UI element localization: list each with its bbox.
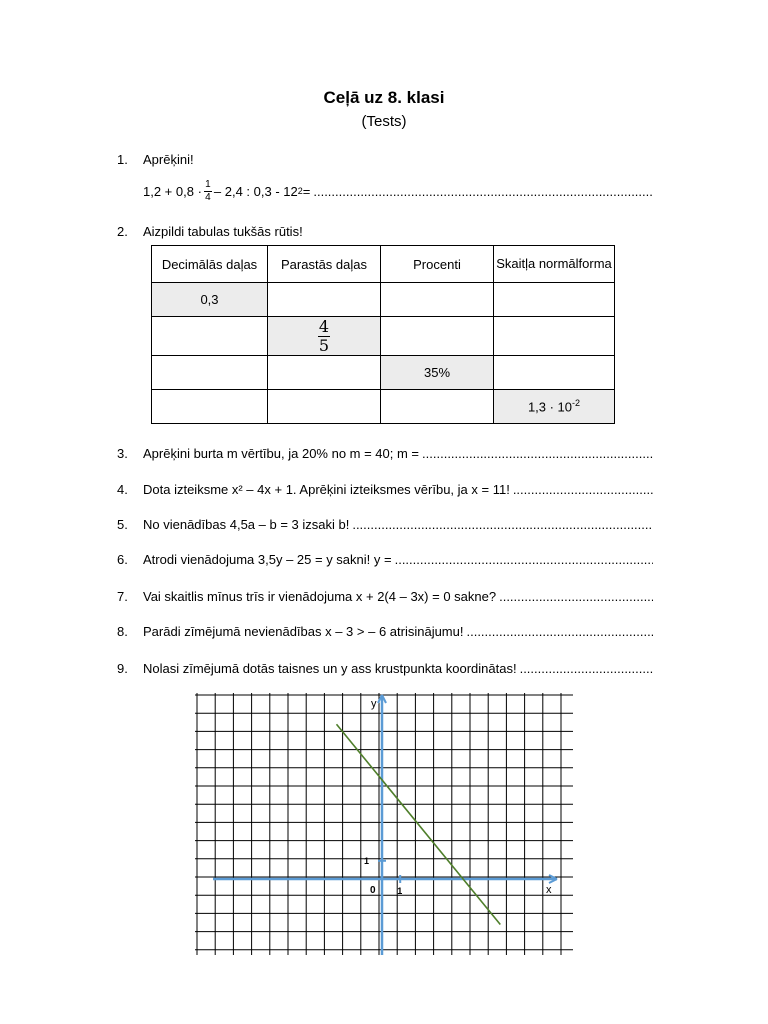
question-text: Aizpildi tabulas tukšās rūtis! [143, 224, 303, 239]
fraction-numerator: 1 [205, 178, 211, 190]
question-number: 5. [117, 517, 128, 532]
question-text: Vai skaitlis mīnus trīs ir vienādojuma x + 2(4 – 3x) = 0 sakne? [143, 589, 497, 604]
question-number: 3. [117, 446, 128, 461]
question-text: Dota izteiksme x² – 4x + 1. Aprēķini izteiksmes vērību, ja x = 11! [143, 482, 510, 497]
answer-line[interactable] [395, 552, 653, 567]
page-title: Ceļā uz 8. klasi [323, 88, 445, 107]
expression-part: 1,2 + 0,8 · [143, 183, 202, 199]
fraction-numerator: 4 [318, 316, 330, 336]
answer-line[interactable] [313, 184, 653, 199]
answer-line[interactable] [352, 517, 653, 532]
expression-part: – 2,4 : 0,3 - 12 [213, 183, 298, 199]
axes [213, 695, 557, 955]
table-header: Procenti [381, 246, 494, 283]
question-number: 1. [117, 152, 128, 167]
empty-cell[interactable] [494, 283, 615, 317]
conversion-table [151, 245, 615, 424]
normal-form-exponent: -2 [572, 398, 581, 409]
answer-line[interactable] [466, 624, 653, 639]
answer-line[interactable] [499, 589, 653, 604]
expression-exponent: 2 [297, 186, 303, 196]
question-number: 6. [117, 552, 128, 567]
question-text: Atrodi vienādojuma 3,5y – 25 = y sakni! y = [143, 552, 392, 567]
empty-cell[interactable] [152, 317, 268, 356]
normal-form-base: 1,3 · 10 [527, 399, 573, 415]
table-header: Parastās daļas [268, 246, 381, 283]
empty-cell[interactable] [381, 390, 494, 424]
empty-cell[interactable] [381, 317, 494, 356]
question-text: No vienādības 4,5a – b = 3 izsaki b! [143, 517, 350, 532]
y-axis-label: y [371, 698, 377, 710]
x-axis-label: x [546, 884, 552, 896]
answer-line[interactable] [513, 482, 653, 497]
fraction-cell [268, 317, 381, 356]
empty-cell[interactable] [268, 390, 381, 424]
page-subtitle: (Tests) [361, 113, 407, 130]
expression-part: = [302, 183, 311, 199]
empty-cell[interactable] [268, 283, 381, 317]
empty-cell[interactable] [494, 356, 615, 390]
grid-lines [195, 693, 573, 955]
percent-cell: 35% [381, 356, 494, 390]
empty-cell[interactable] [268, 356, 381, 390]
answer-line[interactable] [422, 446, 653, 461]
question-number: 9. [117, 661, 128, 676]
question-number: 8. [117, 624, 128, 639]
answer-line[interactable] [520, 661, 653, 676]
y-unit-label: 1 [364, 855, 370, 866]
fraction-denominator: 4 [205, 191, 211, 203]
origin-label: 0 [370, 885, 376, 896]
decimal-cell: 0,3 [152, 283, 268, 317]
coordinate-grid[interactable] [195, 693, 573, 955]
table-header: Skaitļa normālforma [494, 246, 615, 283]
expression-fraction [204, 179, 212, 204]
empty-cell[interactable] [381, 283, 494, 317]
question-number: 2. [117, 224, 128, 239]
question-text: Aprēķini! [143, 152, 194, 167]
question-number: 4. [117, 482, 128, 497]
table-header: Decimālās daļas [152, 246, 268, 283]
empty-cell[interactable] [152, 390, 268, 424]
question-number: 7. [117, 589, 128, 604]
fraction-denominator: 5 [318, 335, 330, 355]
question-text: Aprēķini burta m vērtību, ja 20% no m = 40; m = [143, 446, 420, 461]
expression [143, 176, 653, 206]
empty-cell[interactable] [152, 356, 268, 390]
x-unit-label: 1 [397, 886, 403, 896]
question-text: Nolasi zīmējumā dotās taisnes un y ass krustpunkta koordinātas! [143, 661, 517, 676]
empty-cell[interactable] [494, 317, 615, 356]
question-text: Parādi zīmējumā nevienādības x – 3 > – 6 atrisinājumu! [143, 624, 464, 639]
normal-form-cell [494, 390, 615, 424]
